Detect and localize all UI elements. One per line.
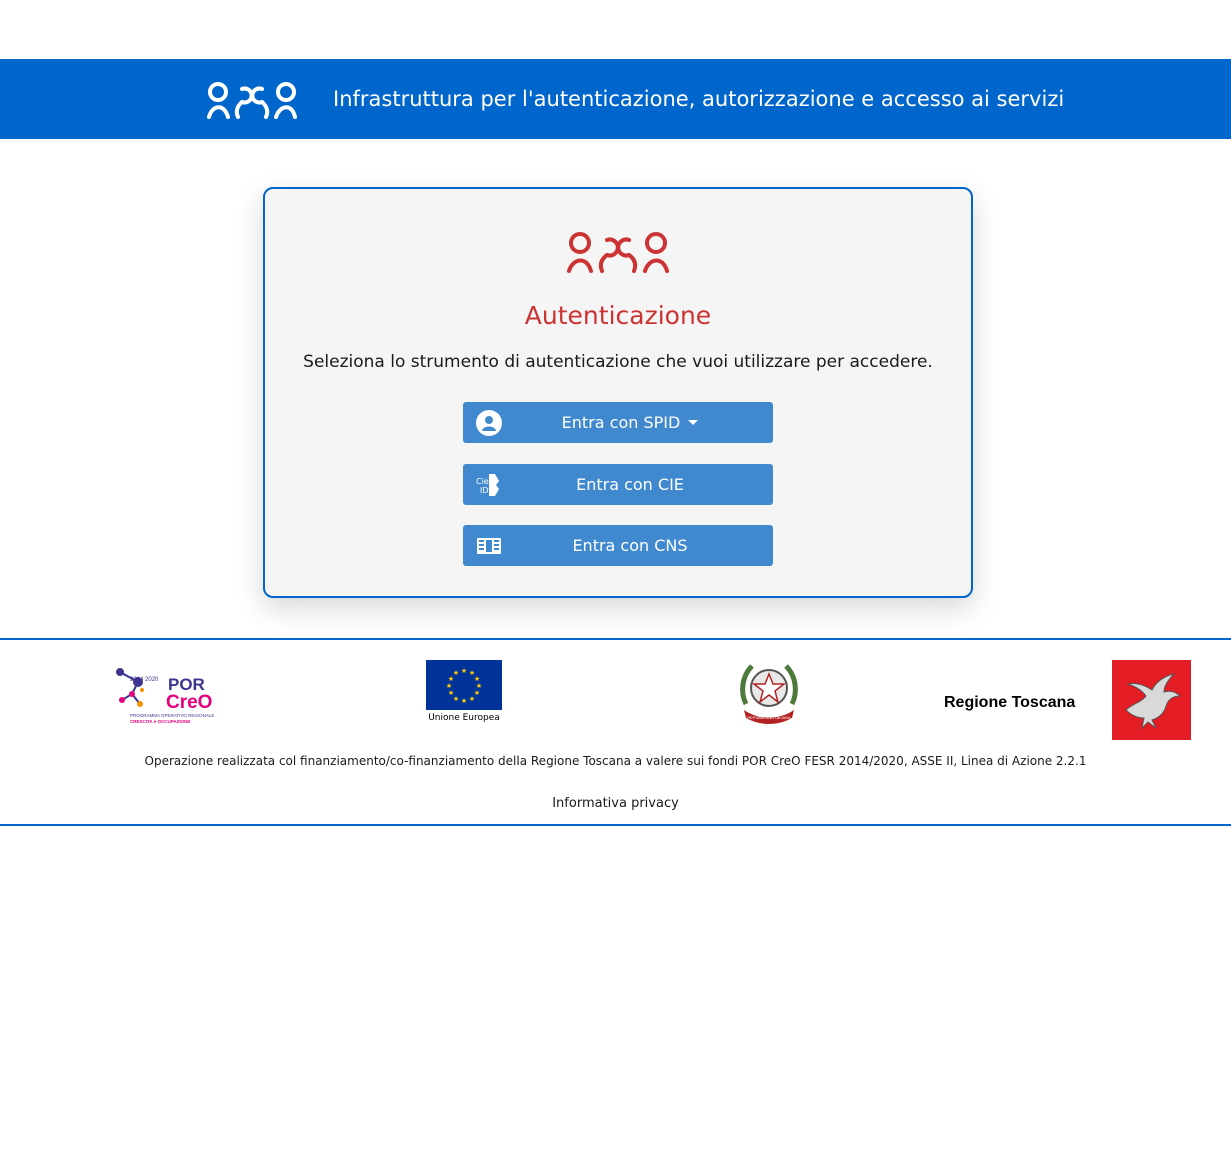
arpa-logo-icon	[566, 231, 670, 273]
porcreo-name-line1: POR	[168, 675, 205, 694]
svg-text:★: ★	[468, 695, 476, 703]
svg-text:Cie: Cie	[476, 477, 489, 486]
eu-flag-icon	[426, 660, 502, 712]
svg-text:★: ★	[460, 697, 468, 705]
cie-id-icon	[475, 471, 503, 499]
svg-text:★: ★	[473, 689, 481, 697]
porcreo-subtitle: PROGRAMMA OPERATIVO REGIONALE	[130, 713, 215, 718]
porcreo-years: 2014 2020	[130, 677, 159, 683]
svg-text:ID: ID	[480, 486, 489, 495]
privacy-link[interactable]: Informativa privacy	[552, 796, 679, 811]
svg-text:★: ★	[447, 689, 455, 697]
cns-login-button[interactable]	[463, 525, 773, 566]
footer	[0, 638, 1231, 826]
porcreo-tagline: CRESCITA e OCCUPAZIONE	[130, 719, 191, 724]
por-creo-logo	[116, 660, 222, 726]
svg-text:★: ★	[452, 669, 460, 677]
cie-login-button[interactable]	[463, 464, 773, 505]
spid-button-label: Entra con SPID	[561, 413, 681, 432]
italian-republic-emblem	[738, 658, 800, 726]
header-title: Infrastruttura per l'autenticazione, autorizzazione e accesso ai servizi	[333, 87, 1065, 111]
arpa-logo-icon[interactable]	[206, 81, 298, 119]
svg-text:★: ★	[473, 675, 481, 683]
svg-text:★: ★	[468, 669, 476, 677]
smart-card-icon	[475, 532, 503, 560]
cie-button-label: Entra con CIE	[576, 475, 684, 494]
svg-text:★: ★	[452, 695, 460, 703]
regione-toscana-logo	[1112, 660, 1191, 740]
auth-instructions: Seleziona lo strumento di autenticazione che vuoi utilizzare per accedere.	[303, 352, 933, 372]
svg-text:★: ★	[460, 667, 468, 675]
user-icon	[475, 409, 503, 437]
svg-text:★: ★	[447, 675, 455, 683]
auth-card	[263, 187, 973, 598]
regione-toscana-label: Regione Toscana	[944, 694, 1076, 711]
svg-text:★: ★	[475, 682, 483, 690]
chevron-down-icon	[688, 420, 698, 425]
emblem-text: REPVBBLICA ITALIANA	[747, 715, 791, 720]
cns-button-label: Entra con CNS	[572, 536, 688, 555]
svg-text:★: ★	[445, 682, 453, 690]
eu-caption: Unione Europea	[428, 713, 500, 723]
header-bar	[0, 59, 1231, 139]
funding-statement: Operazione realizzata col finanziamento/co-finanziamento della Regione Toscana a valere sui fondi POR CreO FESR 2014/2020, ASSE II, Linea di Azione 2.2.1	[144, 754, 1087, 768]
spid-login-button[interactable]	[463, 402, 773, 443]
page-title: Autenticazione	[524, 301, 712, 330]
porcreo-name-line2: CreO	[166, 692, 213, 713]
eu-logo	[426, 660, 502, 726]
